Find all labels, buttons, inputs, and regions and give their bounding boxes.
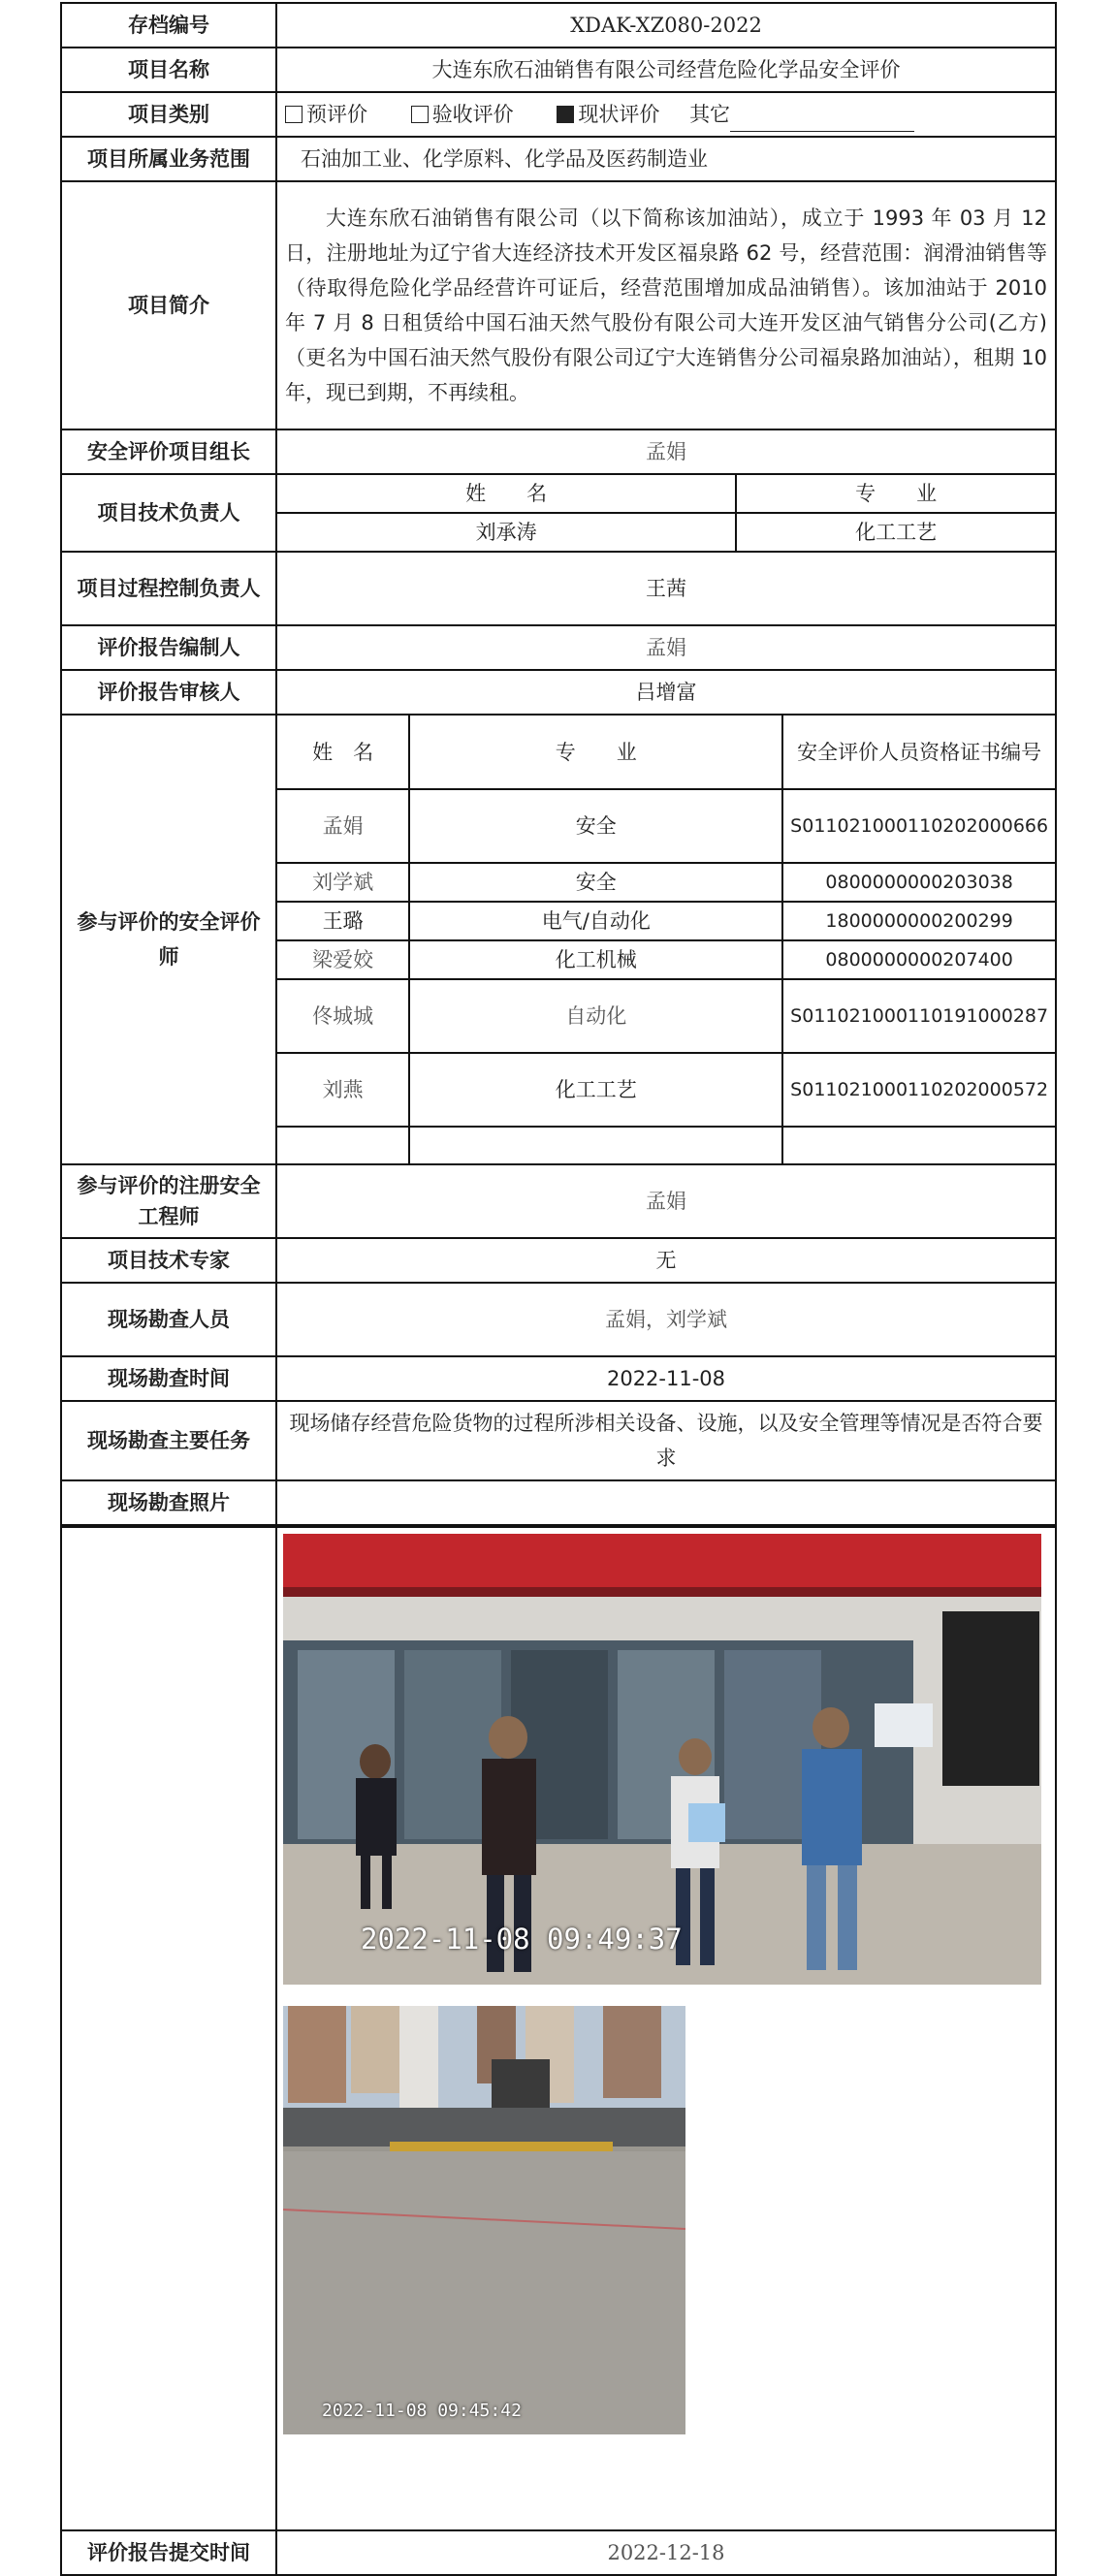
- process-control-label: 项目过程控制负责人: [61, 552, 276, 625]
- checkbox-empty-icon: [285, 106, 303, 123]
- assessor-name: 佟城城: [277, 979, 409, 1053]
- photo-timestamp: 2022-11-08 09:49:37: [361, 1923, 683, 1956]
- name-header: 姓 名: [277, 475, 736, 513]
- assessor-cert: 1800000000200299: [782, 902, 1055, 940]
- survey-people: 孟娟，刘学斌: [276, 1283, 1056, 1356]
- tech-expert: 无: [276, 1238, 1056, 1283]
- photos-cell: [276, 1526, 1056, 2530]
- survey-time: 2022-11-08: [276, 1356, 1056, 1401]
- option-pre-eval: 预评价: [285, 97, 367, 132]
- tech-lead-table: [277, 475, 1055, 551]
- process-control-person: 王茜: [276, 552, 1056, 625]
- assessor-major: 化工工艺: [409, 1053, 782, 1127]
- option-status-eval: 现状评价: [557, 97, 659, 132]
- assessor-cert: S011021000110191000287: [782, 979, 1055, 1053]
- checkbox-empty-icon: [411, 106, 429, 123]
- expert-label: 项目技术专家: [61, 1238, 276, 1283]
- category-options: [276, 92, 1056, 137]
- reviewer-label: 评价报告审核人: [61, 670, 276, 715]
- assessor-major-header: 专 业: [409, 716, 782, 789]
- intro-label: 项目简介: [61, 181, 276, 429]
- survey-task: 现场储存经营危险货物的过程所涉相关设备、设施，以及安全管理等情况是否符合要求: [276, 1401, 1056, 1480]
- business-scope: 石油加工业、化学原料、化学品及医药制造业: [276, 137, 1056, 181]
- survey-time-label: 现场勘查时间: [61, 1356, 276, 1401]
- project-leader: 孟娟: [276, 429, 1056, 474]
- report-reviewer: 吕增富: [276, 670, 1056, 715]
- assessor-name: 刘燕: [277, 1053, 409, 1127]
- assessor-name-header: 姓 名: [277, 716, 409, 789]
- assessor-name: 刘学斌: [277, 863, 409, 902]
- project-intro: 大连东欣石油销售有限公司（以下简称该加油站），成立于 1993 年 03 月 12 日，注册地址为辽宁省大连经济技术开发区福泉路 62 号，经营范围：润滑油销售等（待取得危险化学品经营许可证后，经营范围增加成品油销售）。该加油站于 2010 年 7 月 8 日租赁给中国石油天然气股份有限公司大连开发区油气销售分公司(乙方)（更名为中国石油天然气股份有限公司辽宁大连销售分公司福泉路加油站），租期 10 年，现已到期，不再续租。: [276, 181, 1056, 429]
- assessor-empty: [277, 1127, 409, 1163]
- survey-people-label: 现场勘查人员: [61, 1283, 276, 1356]
- tech-lead-name: 刘承涛: [277, 513, 736, 551]
- assessors-table: [277, 716, 1055, 1163]
- safety-engineer: 孟娟: [276, 1164, 1056, 1238]
- submit-time-label: 评价报告提交时间: [61, 2530, 276, 2575]
- assessor-empty: [782, 1127, 1055, 1163]
- site-photo-1: [283, 1534, 1041, 1985]
- assessor-name: 孟娟: [277, 789, 409, 863]
- option-acceptance-eval: 验收评价: [411, 97, 514, 132]
- engineer-label: 参与评价的注册安全工程师: [61, 1164, 276, 1238]
- business-scope-label: 项目所属业务范围: [61, 137, 276, 181]
- photos-empty: [276, 1480, 1056, 1526]
- assessor-major: 化工机械: [409, 940, 782, 979]
- tech-lead-major: 化工工艺: [736, 513, 1055, 551]
- assessors-label: 参与评价的安全评价师: [61, 715, 276, 1164]
- assessor-cert: 0800000000207400: [782, 940, 1055, 979]
- survey-task-label: 现场勘查主要任务: [61, 1401, 276, 1480]
- compiler-label: 评价报告编制人: [61, 625, 276, 670]
- photos-label: 现场勘查照片: [61, 1480, 276, 1526]
- assessor-major: 电气/自动化: [409, 902, 782, 940]
- photos-left-spacer: [61, 1526, 276, 2530]
- project-name: 大连东欣石油销售有限公司经营危险化学品安全评价: [276, 48, 1056, 92]
- category-label: 项目类别: [61, 92, 276, 137]
- tech-lead-label: 项目技术负责人: [61, 474, 276, 552]
- assessor-name: 王璐: [277, 902, 409, 940]
- archive-label: 存档编号: [61, 3, 276, 48]
- report-compiler: 孟娟: [276, 625, 1056, 670]
- photo-timestamp: 2022-11-08 09:45:42: [322, 2401, 522, 2421]
- assessor-empty: [409, 1127, 782, 1163]
- forecourt-photo: [283, 2006, 685, 2434]
- assessor-cert-header: 安全评价人员资格证书编号: [782, 716, 1055, 789]
- assessor-cert: S011021000110202000666: [782, 789, 1055, 863]
- site-photo-2: [283, 2006, 685, 2434]
- major-header: 专 业: [736, 475, 1055, 513]
- assessor-name: 梁爱姣: [277, 940, 409, 979]
- option-other: 其它: [689, 103, 914, 126]
- evaluation-form: [60, 2, 1057, 2576]
- assessor-cert: S011021000110202000572: [782, 1053, 1055, 1127]
- leader-label: 安全评价项目组长: [61, 429, 276, 474]
- assessor-cert: 0800000000203038: [782, 863, 1055, 902]
- gas-station-photo: [283, 1534, 1041, 1985]
- project-name-label: 项目名称: [61, 48, 276, 92]
- archive-number: XDAK-XZ080-2022: [276, 3, 1056, 48]
- checkbox-checked-icon: [557, 106, 574, 123]
- submit-date: 2022-12-18: [276, 2530, 1056, 2575]
- assessor-major: 自动化: [409, 979, 782, 1053]
- other-blank-line: [730, 106, 914, 132]
- assessor-major: 安全: [409, 789, 782, 863]
- assessor-major: 安全: [409, 863, 782, 902]
